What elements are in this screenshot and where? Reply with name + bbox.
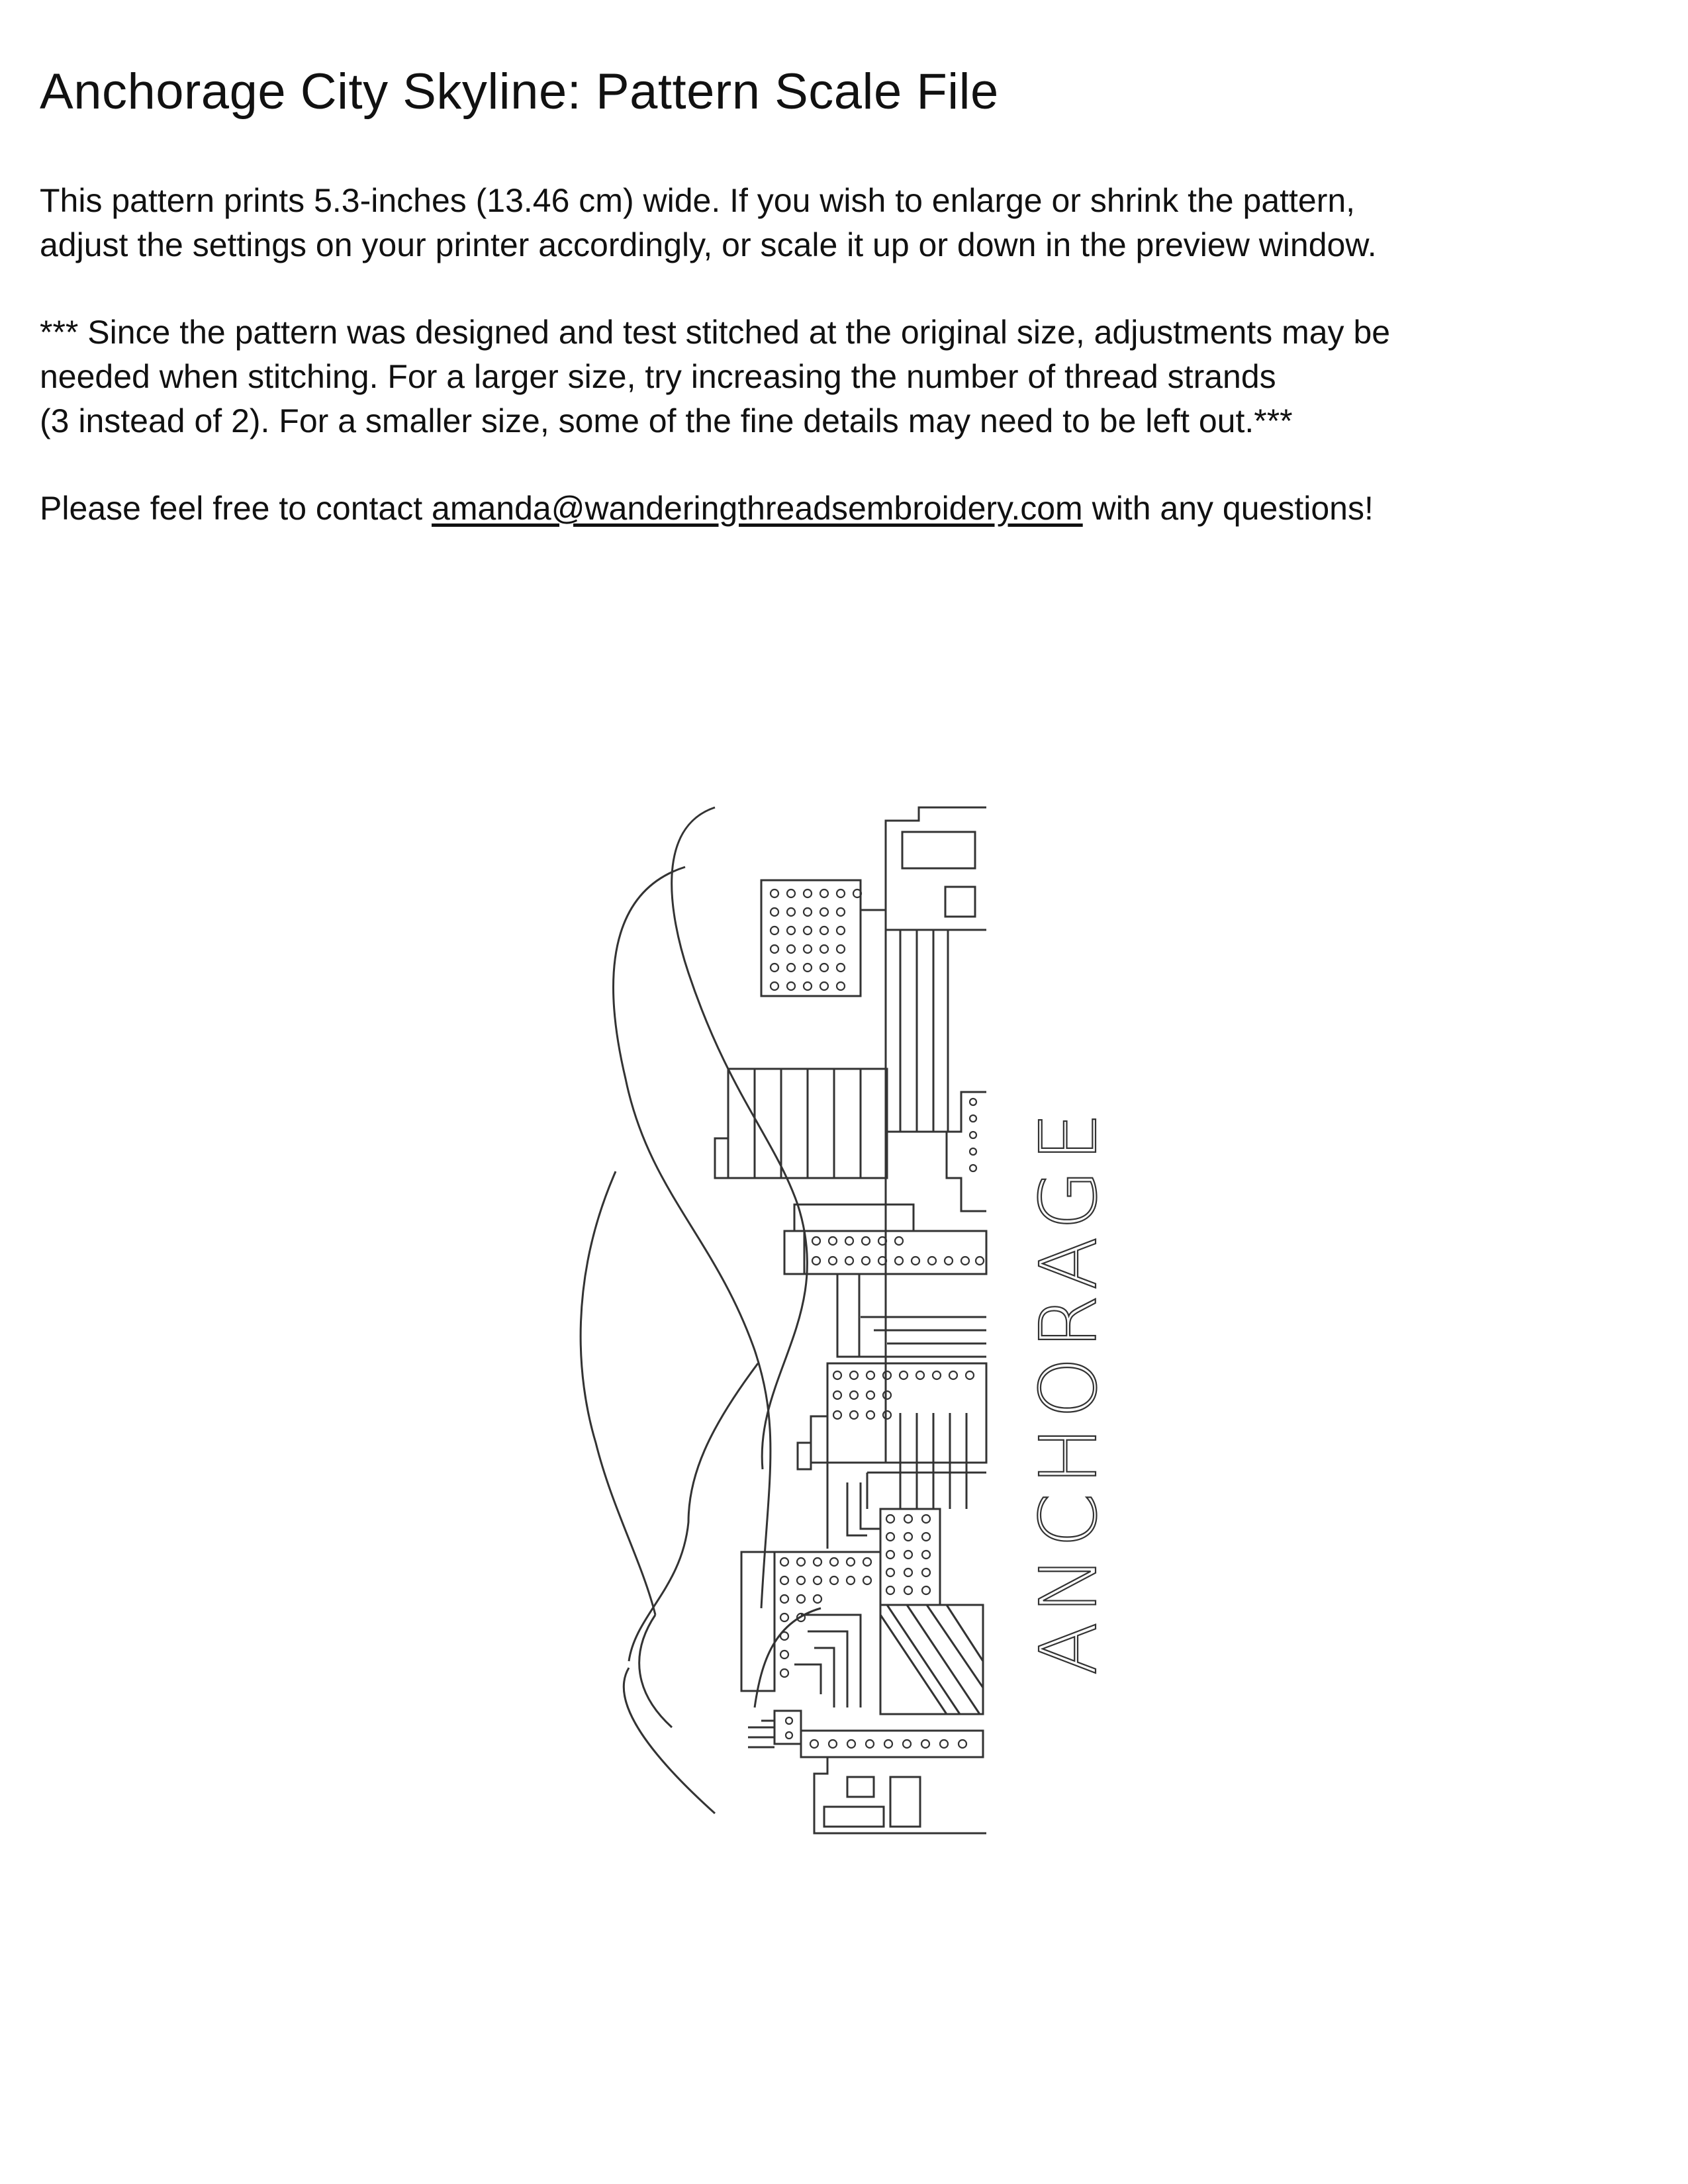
- email-link[interactable]: amanda@wanderingthreadsembroidery.com: [432, 490, 1083, 527]
- window-dots: [771, 889, 984, 1748]
- skyline-pattern: [556, 781, 1139, 1853]
- contact-paragraph: [40, 486, 1642, 531]
- mountain-lines: [581, 807, 821, 1813]
- building-outlines: [715, 807, 986, 1833]
- page-title: Anchorage City Skyline: Pattern Scale File: [40, 64, 999, 120]
- note-line-2: needed when stitching. For a larger size, try increasing the number of thread strands: [40, 358, 1276, 395]
- scale-paragraph: [40, 179, 1642, 267]
- scale-line-2: adjust the settings on your printer accordingly, or scale it up or down in the preview window.: [40, 226, 1377, 263]
- skyline-drawing: [556, 781, 1139, 1853]
- scale-line-1: This pattern prints 5.3-inches (13.46 cm) wide. If you wish to enlarge or shrink the pattern,: [40, 182, 1356, 219]
- contact-text-after: with any questions!: [1082, 490, 1374, 527]
- note-line-1: *** Since the pattern was designed and test stitched at the original size, adjustments may be: [40, 314, 1391, 351]
- stitching-note-paragraph: [40, 310, 1642, 443]
- contact-line: [40, 486, 1642, 531]
- intro-text: [40, 179, 1642, 531]
- contact-text-before: Please feel free to contact: [40, 490, 432, 527]
- anchorage-wordmark: ANCHORAGE: [1023, 1104, 1114, 1676]
- note-line-3: (3 instead of 2). For a smaller size, some of the fine details may need to be left out.***: [40, 402, 1293, 439]
